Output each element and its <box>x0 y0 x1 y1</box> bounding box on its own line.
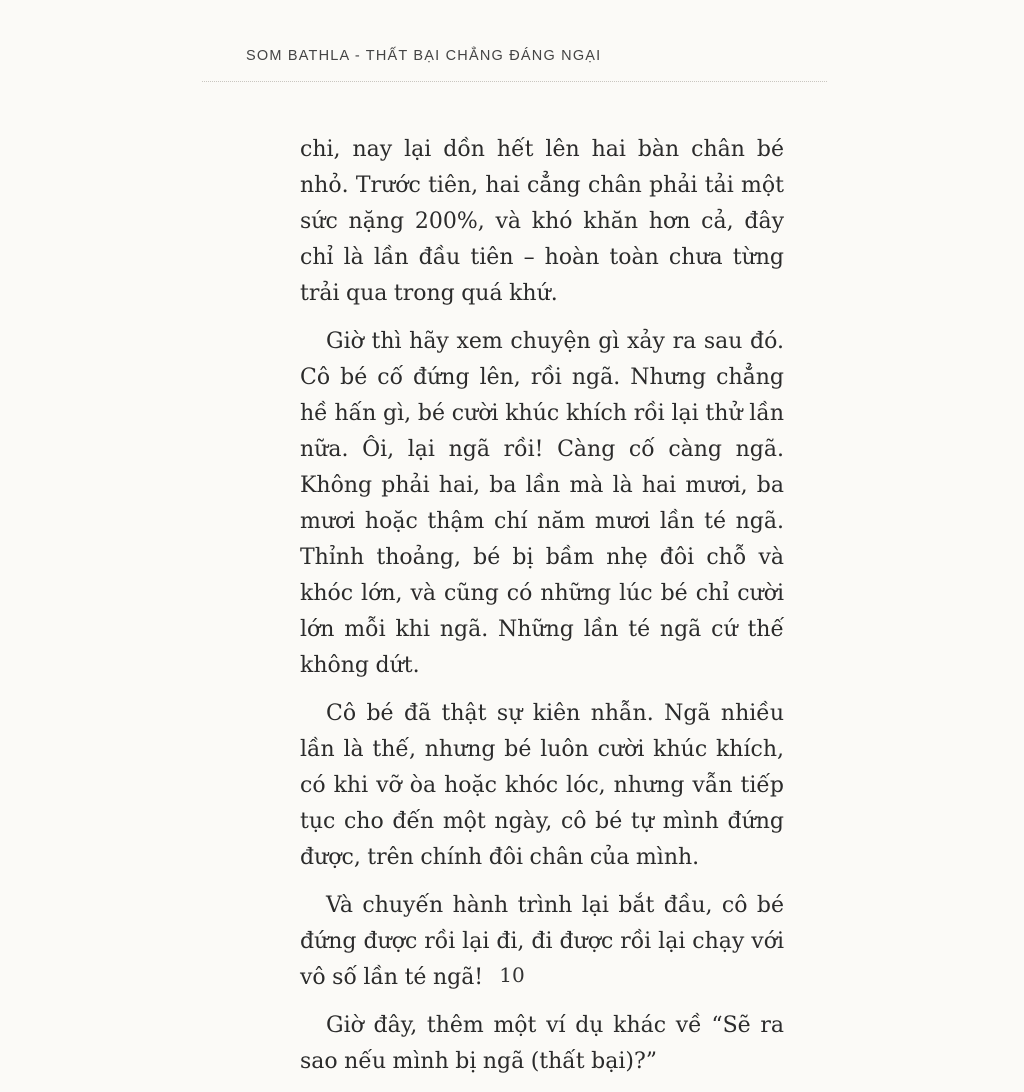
body-text <box>300 132 784 1092</box>
paragraph: Giờ đây, thêm một ví dụ khác về “Sẽ ra sao nếu mình bị ngã (thất bại)?” <box>300 1013 784 1074</box>
paragraph: Cô bé đã thật sự kiên nhẫn. Ngã nhiều lần là thế, nhưng bé luôn cười khúc khích, có khi vỡ òa hoặc khóc lóc, nhưng vẫn tiếp tục cho đến một ngày, cô bé tự mình đứng được, trên chính đôi chân của mình. <box>300 701 784 870</box>
paragraph-continuation: chi, nay lại dồn hết lên hai bàn chân bé nhỏ. Trước tiên, hai cẳng chân phải tải một sức nặng 200%, và khó khăn hơn cả, đây chỉ là lần đầu tiên – hoàn toàn chưa từng trải qua trong quá khứ. <box>300 137 784 306</box>
page-number: 10 <box>499 963 525 987</box>
header-divider <box>202 81 827 82</box>
paragraph: Và chuyến hành trình lại bắt đầu, cô bé đứng được rồi lại đi, đi được rồi lại chạy với vô số lần té ngã! <box>300 893 784 990</box>
paragraph: Giờ thì hãy xem chuyện gì xảy ra sau đó. Cô bé cố đứng lên, rồi ngã. Nhưng chẳng hề hấn gì, bé cười khúc khích rồi lại thử lần nữa. Ôi, lại ngã rồi! Càng cố càng ngã. Không phải hai, ba lần mà là hai mươi, ba mươi hoặc thậm chí năm mươi lần té ngã. Thỉnh thoảng, bé bị bầm nhẹ đôi chỗ và khóc lớn, và cũng có những lúc bé chỉ cười lớn mỗi khi ngã. Những lần té ngã cứ thế không dứt. <box>300 329 784 678</box>
running-header: SOM BATHLA - THẤT BẠI CHẲNG ĐÁNG NGẠI <box>246 48 602 64</box>
